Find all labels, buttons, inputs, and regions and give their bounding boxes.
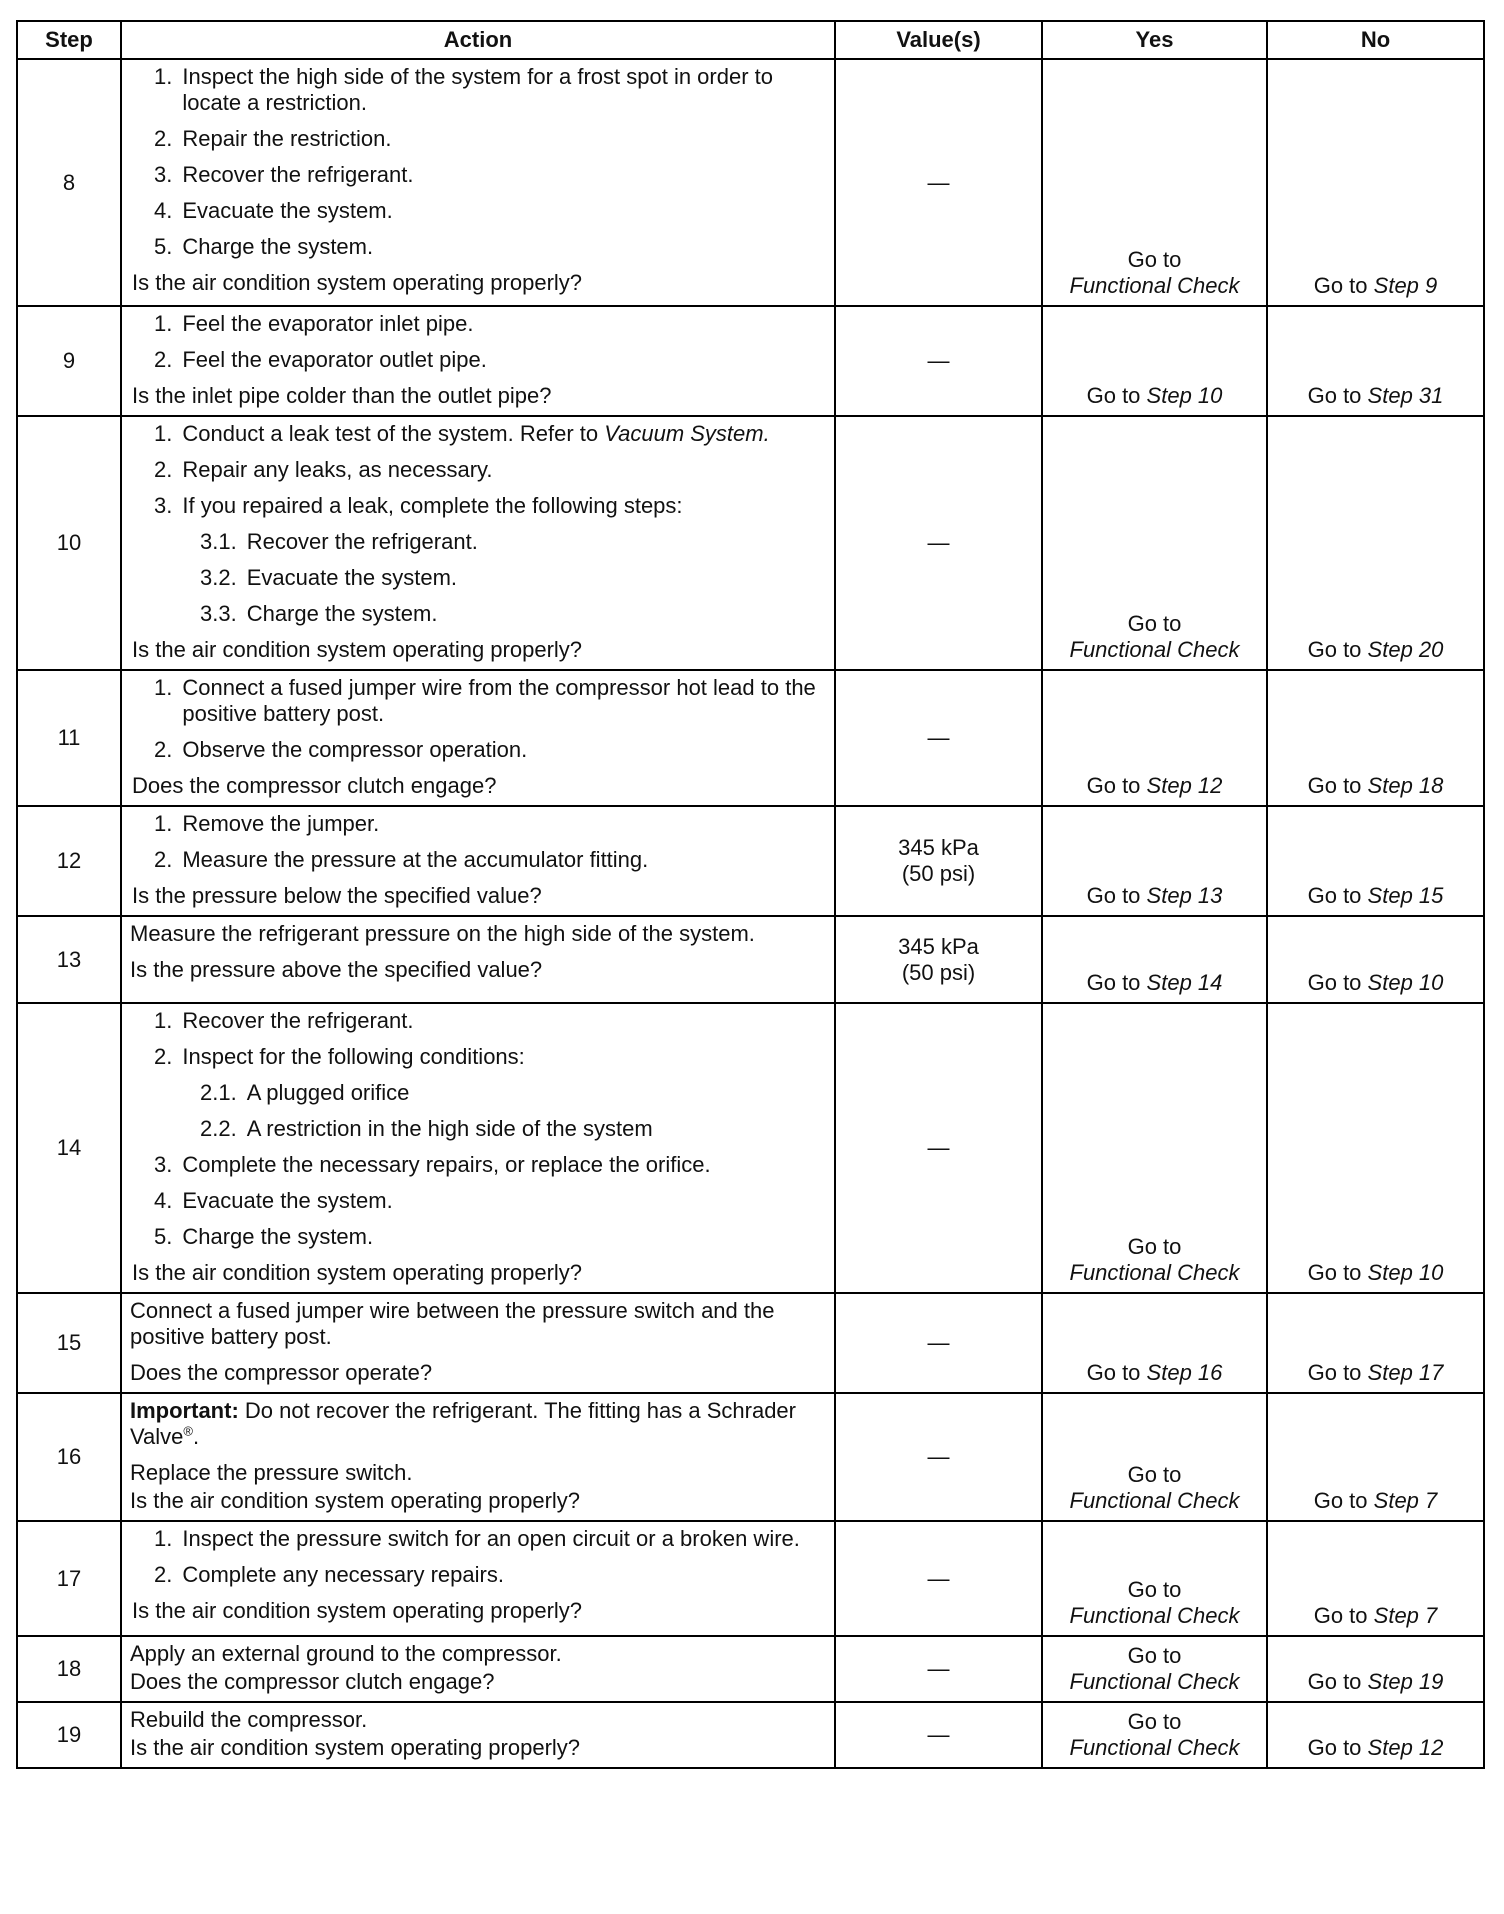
value-cell: —: [835, 670, 1042, 806]
header-yes: Yes: [1042, 21, 1267, 59]
header-values: Value(s): [835, 21, 1042, 59]
value-cell: —: [835, 1393, 1042, 1521]
yes-cell: Go to Functional Check: [1042, 1393, 1267, 1521]
sub-list-item: 3.3. Charge the system.: [200, 601, 438, 626]
question: Does the compressor clutch engage?: [130, 1669, 495, 1694]
action-cell: [121, 59, 835, 306]
question: Is the inlet pipe colder than the outlet pipe?: [132, 383, 552, 408]
yes-cell: Go to Functional Check: [1042, 1702, 1267, 1768]
question: Does the compressor operate?: [130, 1360, 433, 1385]
list-item: 1. Remove the jumper.: [154, 811, 380, 836]
question: Is the air condition system operating properly?: [130, 1488, 581, 1513]
action-cell: [121, 1702, 835, 1768]
no-cell: Go to Step 31: [1267, 306, 1484, 416]
header-action: Action: [121, 21, 835, 59]
action-cell: [121, 806, 835, 916]
yes-cell: Go to Functional Check: [1042, 416, 1267, 670]
list-item: 2. Measure the pressure at the accumulator fitting.: [154, 847, 649, 872]
list-item: 2. Observe the compressor operation.: [154, 737, 528, 762]
step-row-14: [17, 1003, 1484, 1293]
important-note: Important: Do not recover the refrigerant. The fitting has a Schrader Valve®.: [130, 1398, 796, 1449]
value-cell: —: [835, 1003, 1042, 1293]
action-cell: [121, 306, 835, 416]
action-cell: [121, 916, 835, 1003]
step-number: 18: [17, 1636, 121, 1702]
action-text: Measure the refrigerant pressure on the high side of the system.: [130, 921, 755, 946]
yes-cell: Go to Step 14: [1042, 916, 1267, 1003]
no-cell: Go to Step 10: [1267, 916, 1484, 1003]
step-number: 11: [17, 670, 121, 806]
value-cell: —: [835, 1636, 1042, 1702]
value-cell: —: [835, 59, 1042, 306]
value-cell: —: [835, 306, 1042, 416]
question: Is the air condition system operating properly?: [132, 1598, 583, 1623]
action-text: Connect a fused jumper wire between the pressure switch and the positive battery post.: [130, 1298, 775, 1349]
step-row-13: [17, 916, 1484, 1003]
no-cell: Go to Step 19: [1267, 1636, 1484, 1702]
header-row: [17, 21, 1484, 59]
list-item: 5. Charge the system.: [154, 234, 374, 259]
sub-list-item: 2.2. A restriction in the high side of the system: [200, 1116, 653, 1141]
step-number: 10: [17, 416, 121, 670]
list-item: 3. Recover the refrigerant.: [154, 162, 414, 187]
yes-cell: Go to Step 16: [1042, 1293, 1267, 1393]
step-number: 8: [17, 59, 121, 306]
step-number: 15: [17, 1293, 121, 1393]
step-number: 9: [17, 306, 121, 416]
question: Is the air condition system operating properly?: [130, 1735, 581, 1760]
action-cell: [121, 1293, 835, 1393]
step-row-16: [17, 1393, 1484, 1521]
action-cell: [121, 1521, 835, 1636]
list-item: 2. Feel the evaporator outlet pipe.: [154, 347, 487, 372]
sub-list-item: 2.1. A plugged orifice: [200, 1080, 410, 1105]
important-label: Important:: [130, 1398, 239, 1423]
question: Is the air condition system operating properly?: [132, 270, 583, 295]
value-cell: 345 kPa (50 psi): [835, 806, 1042, 916]
question: Is the pressure below the specified value?: [132, 883, 542, 908]
action-text: Rebuild the compressor.: [130, 1707, 368, 1732]
list-item: 1. Recover the refrigerant.: [154, 1008, 414, 1033]
step-row-15: [17, 1293, 1484, 1393]
header-step: Step: [17, 21, 121, 59]
action-cell: [121, 670, 835, 806]
yes-cell: Go to Functional Check: [1042, 1636, 1267, 1702]
list-item: 4. Evacuate the system.: [154, 198, 393, 223]
yes-cell: Go to Functional Check: [1042, 1521, 1267, 1636]
action-cell: [121, 1636, 835, 1702]
step-row-10: [17, 416, 1484, 670]
action-text: Apply an external ground to the compressor.: [130, 1641, 562, 1666]
list-item: 1. Inspect the pressure switch for an open circuit or a broken wire.: [154, 1526, 800, 1551]
yes-cell: Go to Functional Check: [1042, 1003, 1267, 1293]
no-cell: Go to Step 15: [1267, 806, 1484, 916]
action-cell: [121, 416, 835, 670]
list-item: 2. Repair the restriction.: [154, 126, 392, 151]
header-no: No: [1267, 21, 1484, 59]
value-cell: 345 kPa (50 psi): [835, 916, 1042, 1003]
no-cell: Go to Step 18: [1267, 670, 1484, 806]
value-cell: —: [835, 416, 1042, 670]
list-item: 1. Feel the evaporator inlet pipe.: [154, 311, 474, 336]
question: Does the compressor clutch engage?: [132, 773, 497, 798]
list-item: 1. Connect a fused jumper wire from the compressor hot lead to the positive battery post.: [154, 675, 816, 726]
step-number: 16: [17, 1393, 121, 1521]
no-cell: Go to Step 10: [1267, 1003, 1484, 1293]
sub-list-item: 3.2. Evacuate the system.: [200, 565, 458, 590]
no-cell: Go to Step 9: [1267, 59, 1484, 306]
value-cell: —: [835, 1293, 1042, 1393]
action-cell: [121, 1393, 835, 1521]
value-cell: —: [835, 1702, 1042, 1768]
step-row-8: [17, 59, 1484, 306]
no-cell: Go to Step 12: [1267, 1702, 1484, 1768]
registered-mark: ®: [183, 1423, 193, 1439]
step-number: 12: [17, 806, 121, 916]
question: Is the air condition system operating properly?: [132, 637, 583, 662]
diagnostic-table-page: [16, 20, 1483, 1769]
step-number: 19: [17, 1702, 121, 1768]
list-item: 3. Complete the necessary repairs, or replace the orifice.: [154, 1152, 711, 1177]
no-cell: Go to Step 20: [1267, 416, 1484, 670]
yes-cell: Go to Step 12: [1042, 670, 1267, 806]
question: Is the air condition system operating properly?: [132, 1260, 583, 1285]
value-cell: —: [835, 1521, 1042, 1636]
list-item: 1. Conduct a leak test of the system. Refer to Vacuum System.: [154, 421, 770, 446]
step-number: 14: [17, 1003, 121, 1293]
step-row-11: [17, 670, 1484, 806]
step-row-9: [17, 306, 1484, 416]
step-number: 13: [17, 916, 121, 1003]
diagnostic-table: [16, 20, 1485, 1769]
list-item: 3. If you repaired a leak, complete the following steps:: [154, 493, 683, 518]
vacuum-system-reference: Vacuum System.: [604, 421, 770, 446]
question: Is the pressure above the specified value?: [130, 957, 543, 982]
list-item: 2. Complete any necessary repairs.: [154, 1562, 504, 1587]
step-number: 17: [17, 1521, 121, 1636]
yes-cell: Go to Step 13: [1042, 806, 1267, 916]
list-item: 2. Repair any leaks, as necessary.: [154, 457, 493, 482]
step-row-19: [17, 1702, 1484, 1768]
sub-list-item: 3.1. Recover the refrigerant.: [200, 529, 478, 554]
list-item: 2. Inspect for the following conditions:: [154, 1044, 525, 1069]
yes-cell: Go to Step 10: [1042, 306, 1267, 416]
step-row-12: [17, 806, 1484, 916]
yes-cell: Go to Functional Check: [1042, 59, 1267, 306]
step-row-18: [17, 1636, 1484, 1702]
action-cell: [121, 1003, 835, 1293]
no-cell: Go to Step 17: [1267, 1293, 1484, 1393]
list-item: 4. Evacuate the system.: [154, 1188, 393, 1213]
no-cell: Go to Step 7: [1267, 1521, 1484, 1636]
no-cell: Go to Step 7: [1267, 1393, 1484, 1521]
list-item: 5. Charge the system.: [154, 1224, 374, 1249]
list-item: 1. Inspect the high side of the system for a frost spot in order to locate a restriction.: [154, 64, 773, 115]
step-row-17: [17, 1521, 1484, 1636]
action-text: Replace the pressure switch.: [130, 1460, 413, 1485]
